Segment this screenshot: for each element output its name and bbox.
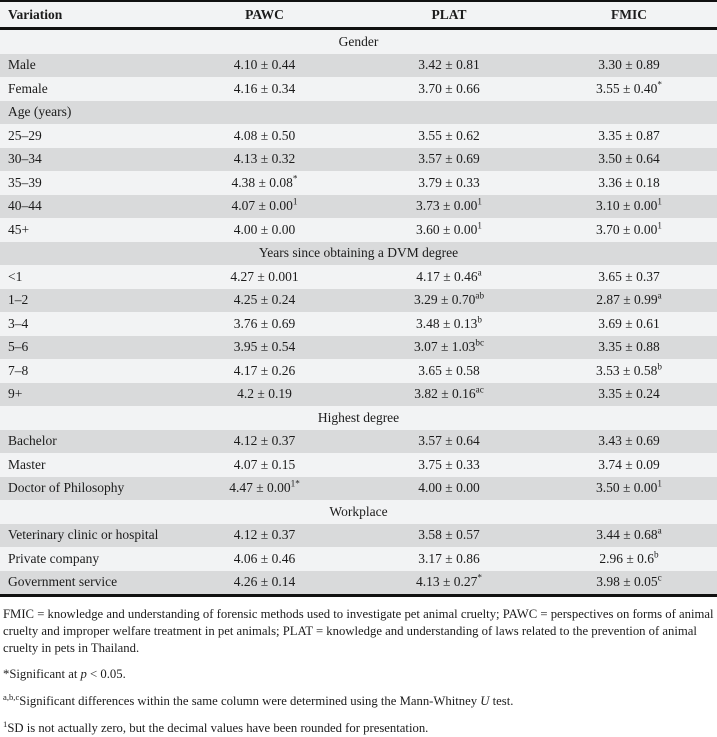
column-header-pawc: PAWC: [245, 6, 284, 22]
value-cell: 4.26 ± 0.14: [233, 574, 296, 590]
section-row: [0, 101, 717, 125]
section-row: [0, 29, 717, 54]
value-cell: 3.42 ± 0.81: [418, 57, 480, 73]
value-cell: $3.70 \pm 0.00^1$: [595, 220, 662, 237]
value-cell: 3.57 ± 0.64: [418, 433, 480, 449]
header-row: [0, 1, 717, 29]
section-row: [0, 242, 717, 266]
table-row: [0, 312, 717, 336]
row-label: Doctor of Philosophy: [8, 480, 125, 496]
row-label: Male: [8, 57, 36, 73]
table-row: [0, 430, 717, 454]
value-cell: 3.44 ± 0.68$^a$: [596, 525, 662, 543]
value-cell: $3.50 \pm 0.00^1$: [595, 478, 662, 496]
value-cell: 2.87 ± 0.99$^a$: [596, 290, 662, 308]
row-label: Private company: [8, 550, 100, 566]
table-row: [0, 218, 717, 242]
value-cell: 3.82 ± 0.16$^{ac}$: [414, 384, 484, 402]
section-row: [0, 500, 717, 524]
value-cell: 3.98 ± 0.05$^c$: [596, 572, 662, 590]
table-row: [0, 359, 717, 383]
value-cell: 4.16 ± 0.34: [233, 80, 296, 96]
table-row: [0, 54, 717, 78]
row-label: 25–29: [8, 127, 42, 143]
value-cell: 3.65 ± 0.37: [598, 268, 660, 284]
value-cell: 3.35 ± 0.24: [598, 386, 660, 402]
column-header-fmic: FMIC: [611, 6, 647, 22]
row-label: Bachelor: [8, 433, 57, 449]
value-cell: 3.30 ± 0.89: [598, 57, 660, 73]
value-cell: 4.38 ± 0.08*: [231, 173, 298, 190]
value-cell: 3.76 ± 0.69: [233, 315, 296, 331]
table-row: [0, 477, 717, 501]
value-cell: 4.25 ± 0.24: [233, 292, 296, 308]
row-label: Master: [8, 456, 46, 472]
table-row: [0, 547, 717, 571]
table-row: [0, 383, 717, 407]
row-label: 9+: [8, 386, 23, 402]
footnote: *Significant at p < 0.05.: [3, 667, 126, 682]
table-row: [0, 336, 717, 360]
value-cell: 4.10 ± 0.44: [233, 57, 296, 73]
section-label: Years since obtaining a DVM degree: [258, 245, 459, 261]
table-row: [0, 289, 717, 313]
value-cell: 4.13 ± 0.32: [233, 151, 296, 167]
value-cell: 3.48 ± 0.13$^b$: [415, 314, 482, 331]
section-label: Gender: [338, 33, 379, 49]
section-row: [0, 406, 717, 430]
value-cell: 3.55 ± 0.62: [418, 127, 480, 143]
value-cell: 3.43 ± 0.69: [598, 433, 660, 449]
row-label: 1–2: [8, 292, 29, 308]
row-label: 40–44: [8, 198, 42, 214]
footnote: FMIC = knowledge and understanding of forensic methods used to investigate pet animal cruelty; PAWC = perspectives on forms of animal cruelty and improper welfare treatment in pet animals; PLAT = knowledge and understanding of laws related to the prevention of animal cruelty in pets in Thailand.: [3, 607, 714, 655]
footnote: $^{a,b,c}$Significant differences within the same column were determined using the Mann-Whitney U test.: [3, 691, 514, 709]
row-label: <1: [8, 268, 23, 284]
column-header-variation: Variation: [8, 6, 63, 22]
row-label: Government service: [8, 574, 118, 590]
value-cell: $4.47 \pm 0.00^{1*}$: [229, 478, 300, 496]
row-label: 5–6: [8, 339, 29, 355]
value-cell: 3.69 ± 0.61: [598, 315, 660, 331]
value-cell: 3.36 ± 0.18: [598, 174, 660, 190]
table-row: [0, 195, 717, 219]
value-cell: 3.70 ± 0.66: [418, 80, 480, 96]
value-cell: $3.10 \pm 0.00^1$: [595, 196, 662, 214]
value-cell: 3.29 ± 0.70$^{ab}$: [413, 290, 485, 308]
table-row: [0, 265, 717, 289]
value-cell: $3.73 \pm 0.00^1$: [415, 196, 482, 214]
value-cell: 2.96 ± 0.6$^b$: [599, 549, 659, 566]
value-cell: 4.06 ± 0.46: [233, 550, 296, 566]
section-label: Highest degree: [317, 409, 400, 425]
value-cell: 4.12 ± 0.37: [233, 527, 296, 543]
value-cell: 3.53 ± 0.58$^b$: [595, 361, 662, 378]
value-cell: 3.17 ± 0.86: [418, 550, 480, 566]
value-cell: 3.75 ± 0.33: [418, 456, 480, 472]
value-cell: 4.17 ± 0.46$^a$: [416, 267, 482, 284]
value-cell: 3.35 ± 0.87: [598, 127, 660, 143]
footnote: $^1$SD is not actually zero, but the decimal values have been rounded for presentation.: [3, 718, 429, 735]
value-cell: 4.17 ± 0.26: [233, 362, 296, 378]
table-body: [0, 29, 717, 596]
table-row: [0, 453, 717, 477]
value-cell: 3.57 ± 0.69: [418, 151, 480, 167]
row-label: 7–8: [8, 362, 29, 378]
value-cell: $4.07 \pm 0.00^1$: [231, 196, 298, 214]
value-cell: 3.74 ± 0.09: [598, 456, 660, 472]
section-label: Workplace: [329, 503, 388, 519]
row-label: Female: [8, 80, 48, 96]
value-cell: 3.55 ± 0.40*: [595, 79, 662, 96]
value-cell: 4.00 ± 0.00: [418, 480, 480, 496]
table-row: [0, 148, 717, 172]
value-cell: 3.35 ± 0.88: [598, 339, 660, 355]
value-cell: 4.08 ± 0.50: [233, 127, 296, 143]
value-cell: 4.00 ± 0.00: [233, 221, 296, 237]
value-cell: 3.65 ± 0.58: [418, 362, 480, 378]
row-label: 3–4: [8, 315, 29, 331]
row-label: 45+: [8, 221, 30, 237]
table-row: [0, 77, 717, 101]
value-cell: 3.50 ± 0.64: [598, 151, 660, 167]
table-header: [0, 1, 717, 29]
value-cell: $3.60 \pm 0.00^1$: [415, 220, 482, 237]
value-cell: 3.07 ± 1.03$^{bc}$: [413, 337, 485, 355]
column-header-plat: PLAT: [431, 6, 467, 22]
row-label: Veterinary clinic or hospital: [8, 527, 159, 543]
row-label: 30–34: [8, 151, 42, 167]
table-row: [0, 171, 717, 195]
value-cell: 4.12 ± 0.37: [233, 433, 296, 449]
section-label: Age (years): [8, 104, 72, 120]
value-cell: 3.95 ± 0.54: [233, 339, 296, 355]
value-cell: 3.58 ± 0.57: [418, 527, 480, 543]
value-cell: 4.27 ± 0.001: [230, 268, 299, 284]
value-cell: 3.79 ± 0.33: [418, 174, 480, 190]
value-cell: 4.2 ± 0.19: [237, 386, 292, 402]
value-cell: 4.13 ± 0.27*: [415, 572, 482, 590]
value-cell: 4.07 ± 0.15: [233, 456, 296, 472]
row-label: 35–39: [8, 174, 42, 190]
table-row: [0, 571, 717, 596]
footnotes: [0, 597, 717, 737]
table-row: [0, 124, 717, 148]
table-row: [0, 524, 717, 548]
